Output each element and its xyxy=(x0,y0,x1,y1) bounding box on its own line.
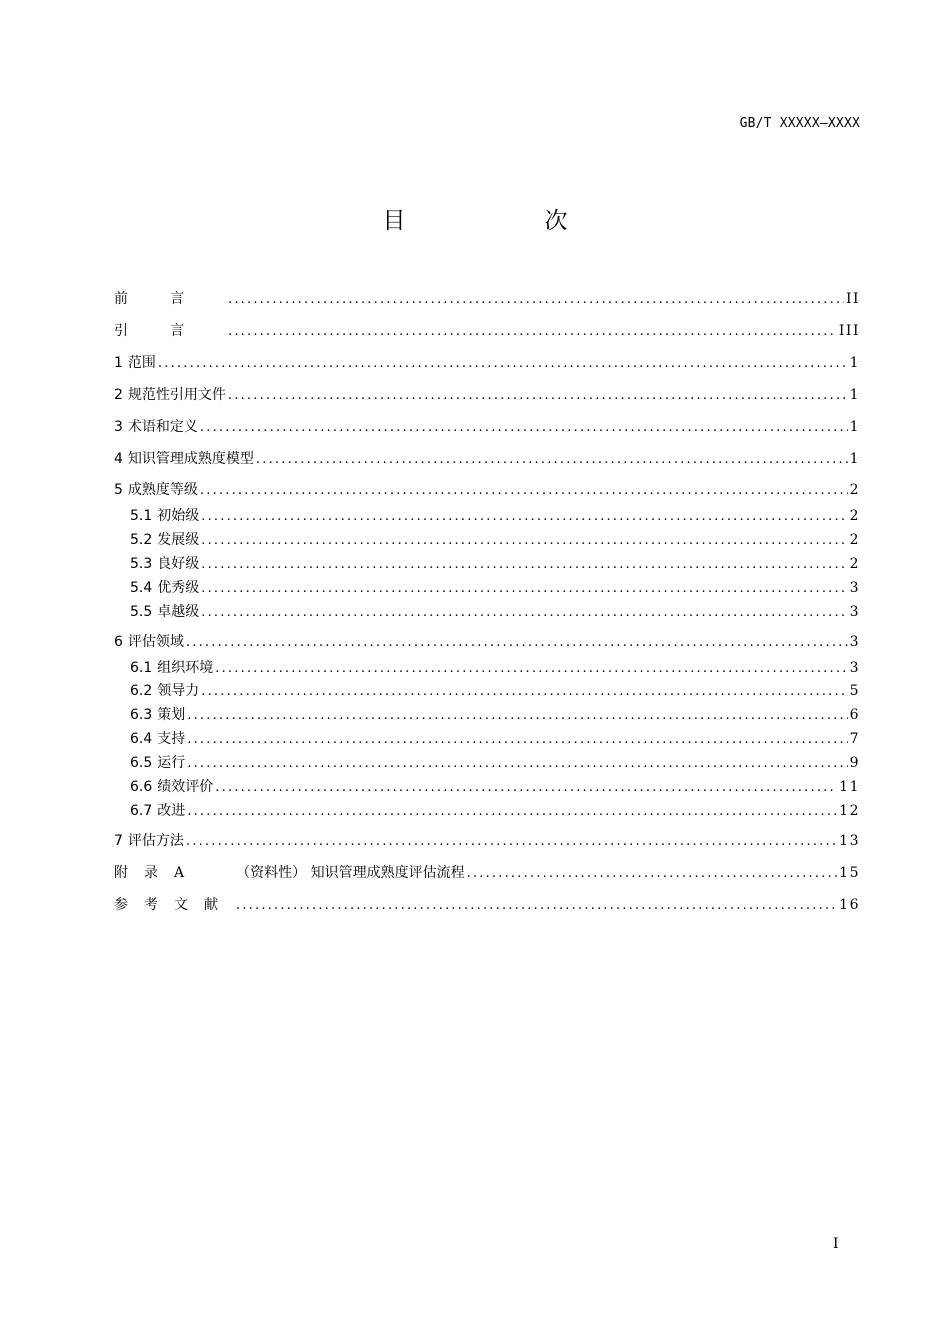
toc-entry-page: III xyxy=(838,323,860,339)
toc-entry-title: 良好级 xyxy=(157,556,200,572)
toc-entry[interactable] xyxy=(130,658,860,678)
toc-leader-dots xyxy=(228,290,844,310)
toc-entry-label xyxy=(130,681,199,701)
toc-entry-page: 16 xyxy=(839,897,860,913)
toc-entry-title: 运行 xyxy=(157,755,186,771)
toc-entry[interactable] xyxy=(130,578,860,598)
toc-entry-title: 参考文献 xyxy=(114,897,234,913)
toc-entry-page: 1 xyxy=(849,355,860,371)
toc-entry-number: 2 xyxy=(114,387,123,403)
toc-entry-label xyxy=(130,554,199,574)
toc-entry-label xyxy=(114,417,198,437)
toc-leader-dots xyxy=(201,603,847,623)
toc-entry-page: 1 xyxy=(849,419,860,435)
toc-entry-label xyxy=(130,578,199,598)
toc-entry-page: 3 xyxy=(849,580,860,596)
toc-entry-label xyxy=(130,506,199,526)
toc-entry[interactable] xyxy=(114,895,860,915)
toc-entry-label xyxy=(130,777,213,797)
toc-entry-number: 6.2 xyxy=(130,683,153,699)
toc-entry-page: 6 xyxy=(849,707,860,723)
toc-entry-title: 组织环境 xyxy=(157,660,214,676)
toc-entry-page: 2 xyxy=(849,556,860,572)
toc-entry-title: 初始级 xyxy=(157,508,200,524)
toc-entry-page: 2 xyxy=(849,508,860,524)
toc-leader-dots xyxy=(236,896,837,916)
toc-entry-page: 3 xyxy=(849,660,860,676)
toc-entry-title: 策划 xyxy=(157,707,186,723)
annex-letter: A xyxy=(174,865,201,881)
toc-entry-title: 支持 xyxy=(157,731,186,747)
toc-leader-dots xyxy=(200,481,848,501)
toc-leader-dots xyxy=(200,418,848,438)
toc-entry-title: 成熟度等级 xyxy=(127,482,198,498)
toc-leader-dots xyxy=(158,354,848,374)
toc-entry[interactable] xyxy=(114,353,860,373)
toc-entry[interactable] xyxy=(114,449,860,469)
toc-entry-label xyxy=(114,321,226,341)
toc-entry-number: 5 xyxy=(114,482,123,498)
toc-leader-dots xyxy=(201,579,847,599)
toc-entry[interactable] xyxy=(114,321,860,341)
toc-entry[interactable] xyxy=(114,289,860,309)
toc-entry[interactable] xyxy=(130,554,860,574)
toc-leader-dots xyxy=(187,730,847,750)
toc-leader-dots xyxy=(228,322,837,342)
toc-entry-title: 绩效评价 xyxy=(157,779,214,795)
toc-entry-title: 引言 xyxy=(114,323,226,339)
toc-entry-page: 11 xyxy=(839,779,860,795)
toc-entry-page: 3 xyxy=(849,634,860,650)
toc-entry-label xyxy=(114,831,184,851)
toc-entry-number: 6.3 xyxy=(130,707,153,723)
toc-entry-number: 5.2 xyxy=(130,532,153,548)
toc-entry-label xyxy=(130,658,213,678)
toc-entry-label xyxy=(114,289,226,309)
toc-entry-number: 6.7 xyxy=(130,803,153,819)
toc-entry-label xyxy=(130,753,185,773)
toc-entry-label xyxy=(114,480,198,500)
annex-note: （资料性） xyxy=(236,865,307,881)
toc-entry-label xyxy=(114,353,156,373)
toc-leader-dots xyxy=(201,507,847,527)
toc-entry-label xyxy=(114,385,226,405)
toc-entry-page: 13 xyxy=(839,833,860,849)
toc-entry-title: 优秀级 xyxy=(157,580,200,596)
toc-entry-title: 知识管理成熟度模型 xyxy=(127,451,254,467)
toc-entry-number: 6.5 xyxy=(130,755,153,771)
toc-entry-number: 6.4 xyxy=(130,731,153,747)
toc-entry-label xyxy=(130,729,185,749)
toc-entry-page: 12 xyxy=(839,803,860,819)
toc-entry-page: 1 xyxy=(849,451,860,467)
toc-entry[interactable] xyxy=(130,801,860,821)
toc-entry-number: 5.5 xyxy=(130,604,153,620)
toc-entry-label xyxy=(130,705,185,725)
toc-entry-title: 卓越级 xyxy=(157,604,200,620)
toc-entry-number: 5.4 xyxy=(130,580,153,596)
toc-entry-page: 7 xyxy=(849,731,860,747)
toc-entry-label xyxy=(130,602,199,622)
toc-entry-page: 15 xyxy=(839,865,860,881)
toc-entry[interactable] xyxy=(130,681,860,701)
toc-entry-number: 4 xyxy=(114,451,123,467)
page-number: I xyxy=(833,1236,839,1252)
toc-entry[interactable] xyxy=(114,417,860,437)
toc-leader-dots xyxy=(186,633,848,653)
toc-entry[interactable] xyxy=(114,831,860,851)
toc-entry-number: 6 xyxy=(114,634,123,650)
toc-entry-number: 6.1 xyxy=(130,660,153,676)
toc-entry-page: 2 xyxy=(849,482,860,498)
toc-entry-page: 1 xyxy=(849,387,860,403)
annex-title: 知识管理成熟度评估流程 xyxy=(306,865,465,881)
toc-entry-label xyxy=(130,801,185,821)
toc-entry-label xyxy=(114,449,254,469)
toc-entry-number: 6.6 xyxy=(130,779,153,795)
toc-entry[interactable] xyxy=(130,777,860,797)
toc-leader-dots xyxy=(201,531,847,551)
toc-entry-number: 5.3 xyxy=(130,556,153,572)
toc-entry[interactable] xyxy=(114,480,860,500)
toc-leader-dots xyxy=(187,754,847,774)
toc-entry[interactable] xyxy=(130,729,860,749)
toc-entry-title: 范围 xyxy=(127,355,156,371)
toc-entry[interactable] xyxy=(130,705,860,725)
toc-entry-label xyxy=(114,863,465,883)
toc-entry-page: 9 xyxy=(849,755,860,771)
toc-entry-number: 1 xyxy=(114,355,123,371)
toc-entry-title: 评估方法 xyxy=(127,833,184,849)
standard-code: GB/T XXXXX—XXXX xyxy=(739,116,860,131)
toc-entry-number: 5.1 xyxy=(130,508,153,524)
toc-leader-dots xyxy=(215,659,847,679)
toc-entry-number: 7 xyxy=(114,833,123,849)
toc-entry-page: 3 xyxy=(849,604,860,620)
toc-leader-dots xyxy=(256,450,848,470)
toc-leader-dots xyxy=(215,778,837,798)
toc-entry-number: 3 xyxy=(114,419,123,435)
toc-entry-page: 5 xyxy=(849,683,860,699)
toc-entry[interactable] xyxy=(114,863,860,883)
toc-entry-title: 附录 xyxy=(114,865,174,881)
toc-entry-title: 术语和定义 xyxy=(127,419,198,435)
toc-entry-label xyxy=(130,530,199,550)
toc-entry[interactable] xyxy=(130,602,860,622)
toc-entry-title: 发展级 xyxy=(157,532,200,548)
toc-leader-dots xyxy=(186,832,837,852)
toc-entry-title: 规范性引用文件 xyxy=(127,387,226,403)
toc-entry[interactable] xyxy=(114,632,860,652)
toc-entry-page: 2 xyxy=(849,532,860,548)
toc-leader-dots xyxy=(201,555,847,575)
toc-entry-title: 评估领域 xyxy=(127,634,184,650)
toc-leader-dots xyxy=(228,386,848,406)
toc-entry-label xyxy=(114,895,234,915)
toc-entry-page: II xyxy=(845,291,860,307)
toc-leader-dots xyxy=(187,706,847,726)
toc-leader-dots xyxy=(467,864,838,884)
toc-entry[interactable] xyxy=(130,506,860,526)
toc-leader-dots xyxy=(201,682,847,702)
toc-entry[interactable] xyxy=(130,530,860,550)
toc-entry-label xyxy=(114,632,184,652)
toc-entry-title: 前言 xyxy=(114,291,226,307)
page-title: 目 次 xyxy=(382,208,626,234)
toc-leader-dots xyxy=(187,802,837,822)
toc-entry[interactable] xyxy=(130,753,860,773)
toc-entry-title: 改进 xyxy=(157,803,186,819)
toc-entry-title: 领导力 xyxy=(157,683,200,699)
toc-entry[interactable] xyxy=(114,385,860,405)
